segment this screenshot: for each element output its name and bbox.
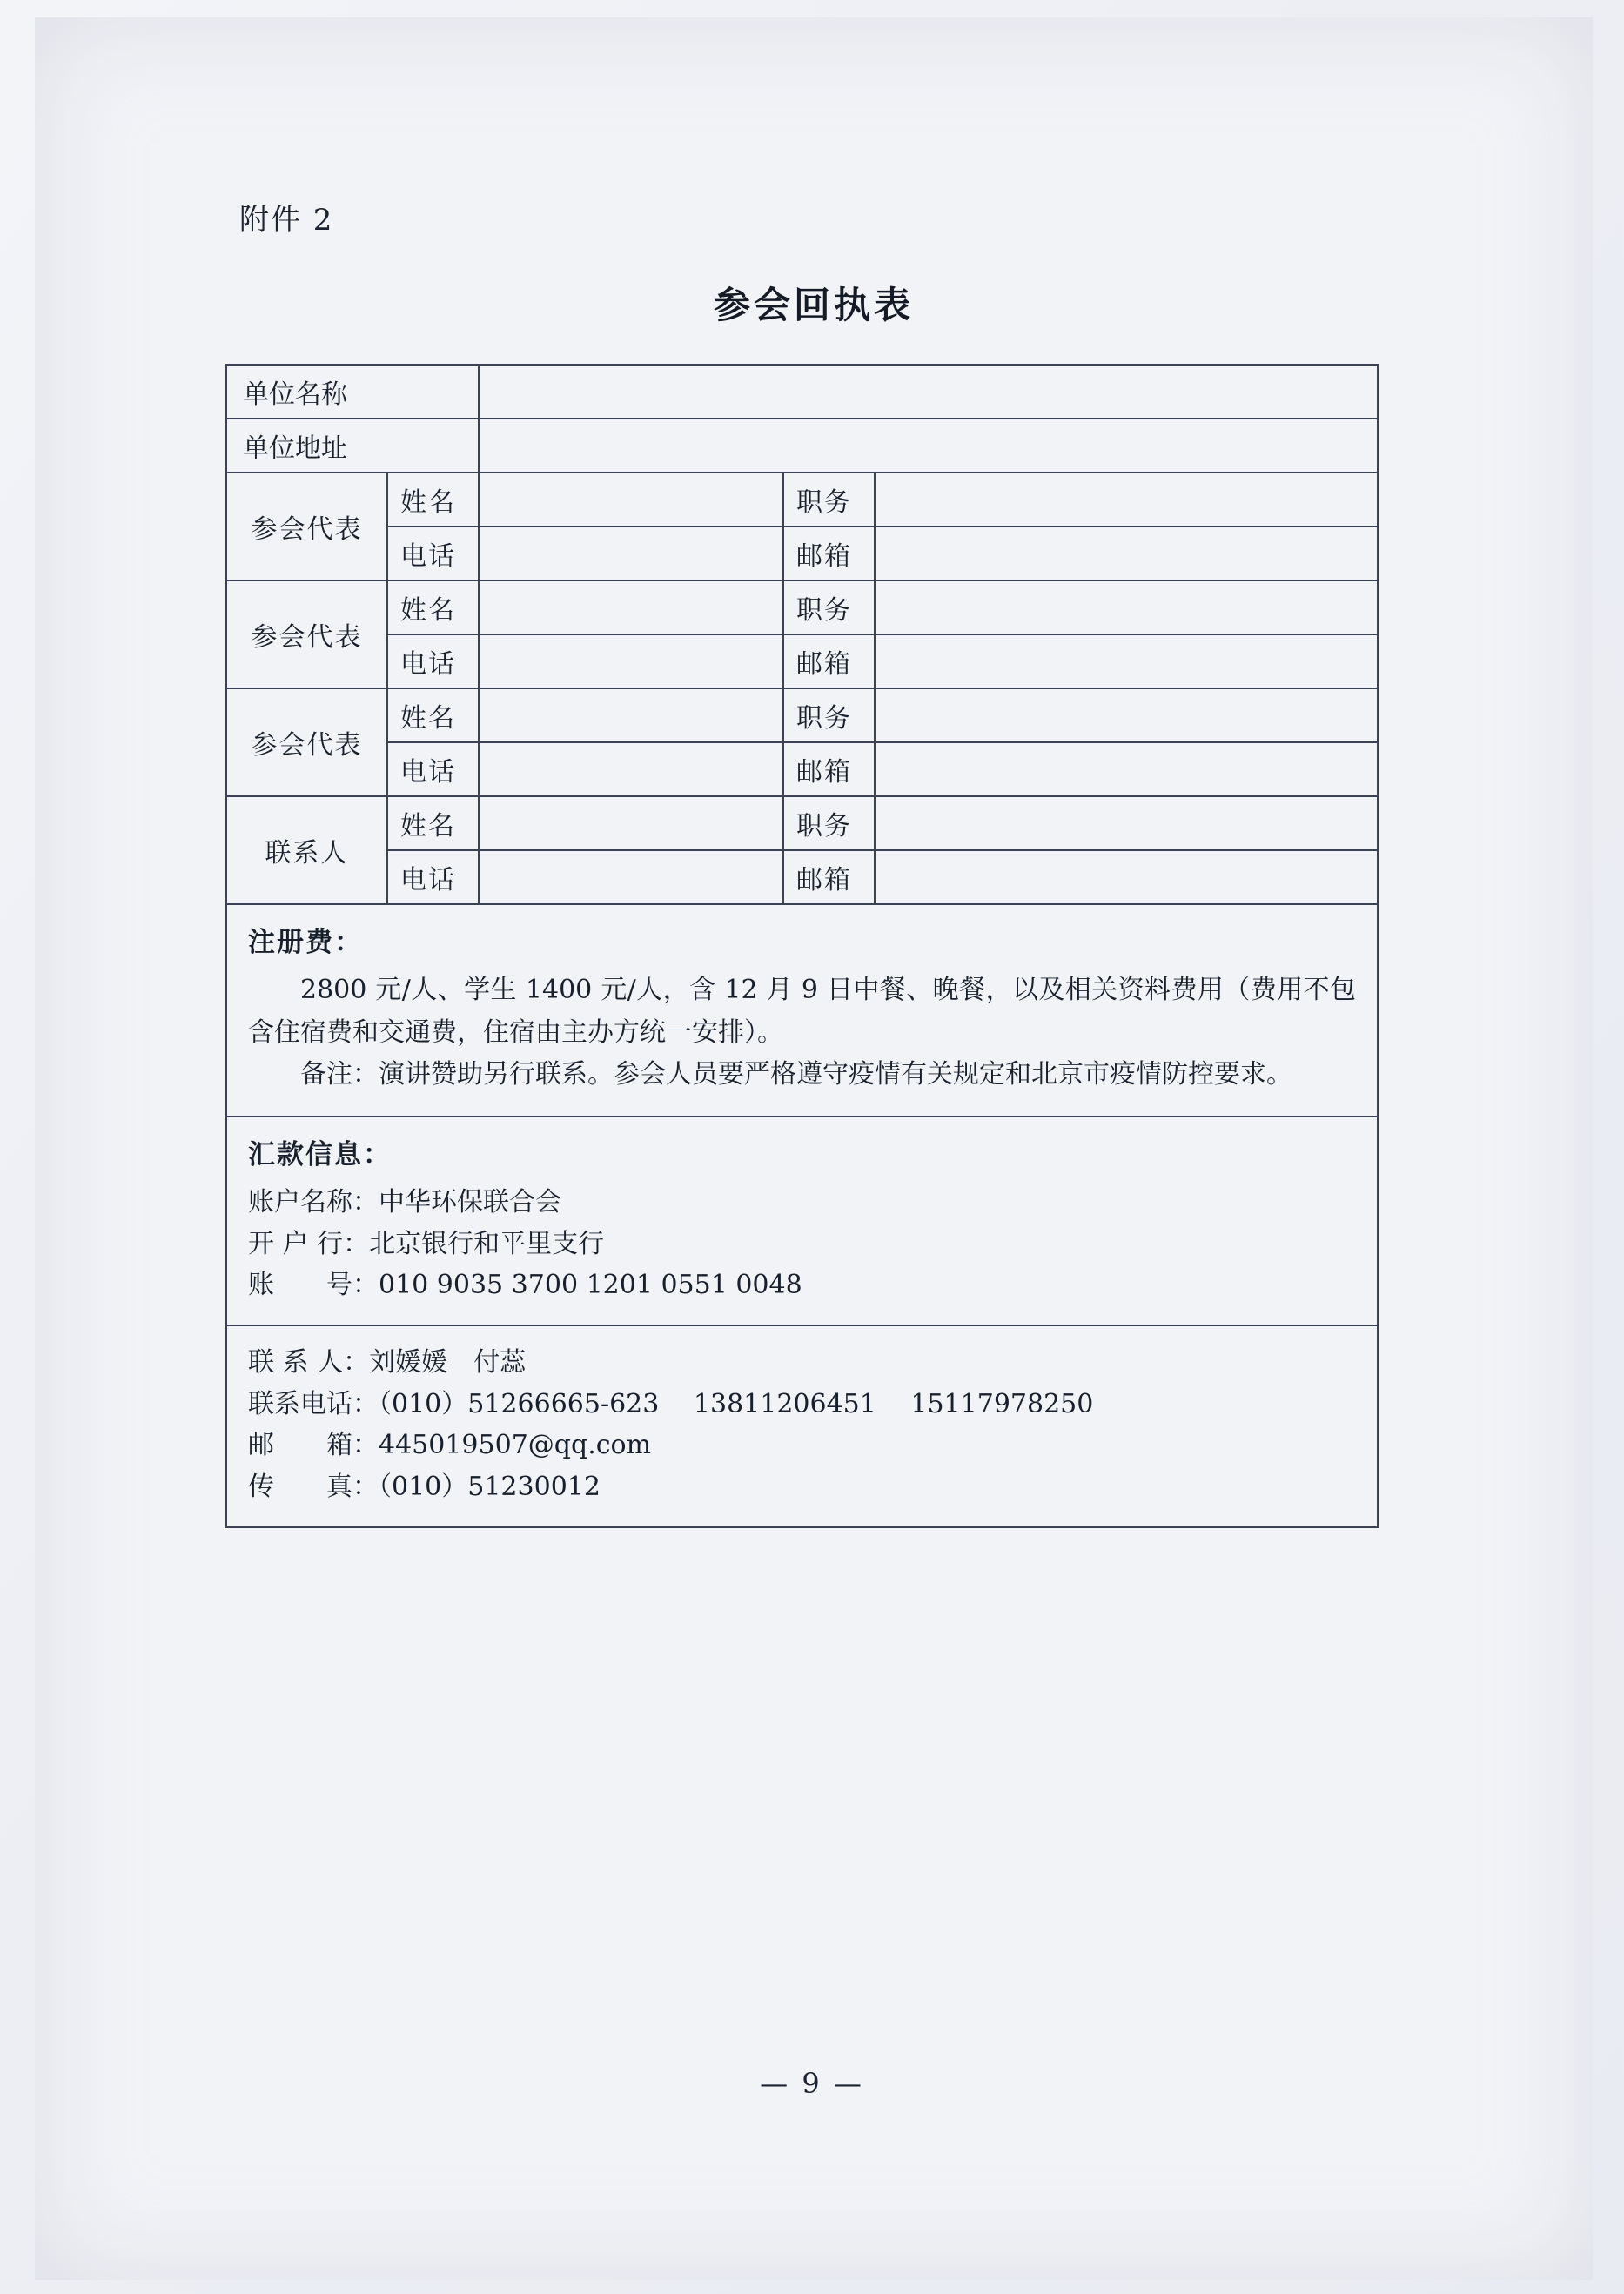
table-row (226, 634, 1378, 688)
unit-name-field[interactable] (479, 365, 1378, 419)
delegate-2-email-field[interactable] (875, 634, 1378, 688)
table-row (226, 796, 1378, 850)
delegate-3-title-field[interactable] (875, 688, 1378, 742)
remittance-heading: 汇款信息： (248, 1139, 392, 1170)
fee-paragraph-1: 2800 元/人、学生 1400 元/人，含 12 月 9 日中餐、晚餐，以及相关资料费用（费用不包含住宿费和交通费，住宿由主办方统一安排）。 (248, 975, 1356, 1048)
table-row (226, 580, 1378, 634)
table-row (226, 473, 1378, 527)
delegate-2-title-field[interactable] (875, 580, 1378, 634)
remittance-bank: 开 户 行：北京银行和平里支行 (248, 1228, 605, 1259)
page-title: 参会回执表 (713, 284, 914, 326)
unit-name-label: 单位名称 (226, 365, 479, 419)
contact-phones: 联系电话：（010）51266665-623 13811206451 15117978250 (248, 1388, 1094, 1419)
delegate-1-name-field[interactable] (479, 473, 783, 527)
contact-person-phone-label: 电话 (387, 850, 479, 904)
table-row (226, 850, 1378, 904)
document-content (222, 196, 1406, 1528)
contact-section-row (226, 1325, 1378, 1527)
contact-person-phone-field[interactable] (479, 850, 783, 904)
contact-person-title-label: 职务 (783, 796, 875, 850)
delegate-1-title-label: 职务 (783, 473, 875, 527)
page-number: — 9 — (760, 2067, 864, 2100)
contact-section (226, 1325, 1378, 1527)
contact-names: 联 系 人：刘媛媛 付蕊 (248, 1347, 527, 1378)
fee-paragraph-2: 备注：演讲赞助另行联系。参会人员要严格遵守疫情有关规定和北京市疫情防控要求。 (300, 1059, 1292, 1090)
contact-person-title-field[interactable] (875, 796, 1378, 850)
unit-address-field[interactable] (479, 419, 1378, 473)
remittance-account-number: 账 号：010 9035 3700 1201 0551 0048 (248, 1270, 802, 1300)
fee-section-row (226, 904, 1378, 1117)
delegate-1-phone-label: 电话 (387, 527, 479, 580)
contact-person-name-field[interactable] (479, 796, 783, 850)
delegate-3-group-label: 参会代表 (226, 688, 387, 796)
delegate-2-title-label: 职务 (783, 580, 875, 634)
delegate-3-phone-field[interactable] (479, 742, 783, 796)
delegate-3-name-label: 姓名 (387, 688, 479, 742)
delegate-1-email-label: 邮箱 (783, 527, 875, 580)
contact-person-group-label: 联系人 (226, 796, 387, 904)
contact-email: 邮 箱：445019507@qq.com (248, 1430, 652, 1461)
table-row (226, 742, 1378, 796)
attachment-label: 附件 2 (239, 203, 334, 238)
delegate-1-name-label: 姓名 (387, 473, 479, 527)
delegate-2-phone-label: 电话 (387, 634, 479, 688)
delegate-2-phone-field[interactable] (479, 634, 783, 688)
delegate-2-email-label: 邮箱 (783, 634, 875, 688)
delegate-1-group-label: 参会代表 (226, 473, 387, 580)
table-row (226, 527, 1378, 580)
contact-person-email-label: 邮箱 (783, 850, 875, 904)
table-row (226, 688, 1378, 742)
contact-person-email-field[interactable] (875, 850, 1378, 904)
delegate-3-phone-label: 电话 (387, 742, 479, 796)
contact-person-name-label: 姓名 (387, 796, 479, 850)
delegate-1-phone-field[interactable] (479, 527, 783, 580)
delegate-3-name-field[interactable] (479, 688, 783, 742)
delegate-3-title-label: 职务 (783, 688, 875, 742)
reply-form-table (225, 364, 1379, 1528)
contact-fax: 传 真：（010）51230012 (248, 1471, 601, 1502)
remittance-account-name: 账户名称：中华环保联合会 (248, 1187, 561, 1218)
delegate-2-group-label: 参会代表 (226, 580, 387, 688)
fee-heading: 注册费： (248, 927, 363, 958)
remittance-section (226, 1117, 1378, 1325)
delegate-3-email-label: 邮箱 (783, 742, 875, 796)
table-row (226, 365, 1378, 419)
fee-section (226, 904, 1378, 1117)
delegate-3-email-field[interactable] (875, 742, 1378, 796)
delegate-1-title-field[interactable] (875, 473, 1378, 527)
remittance-section-row (226, 1117, 1378, 1325)
unit-address-label: 单位地址 (226, 419, 479, 473)
delegate-1-email-field[interactable] (875, 527, 1378, 580)
table-row (226, 419, 1378, 473)
delegate-2-name-label: 姓名 (387, 580, 479, 634)
delegate-2-name-field[interactable] (479, 580, 783, 634)
